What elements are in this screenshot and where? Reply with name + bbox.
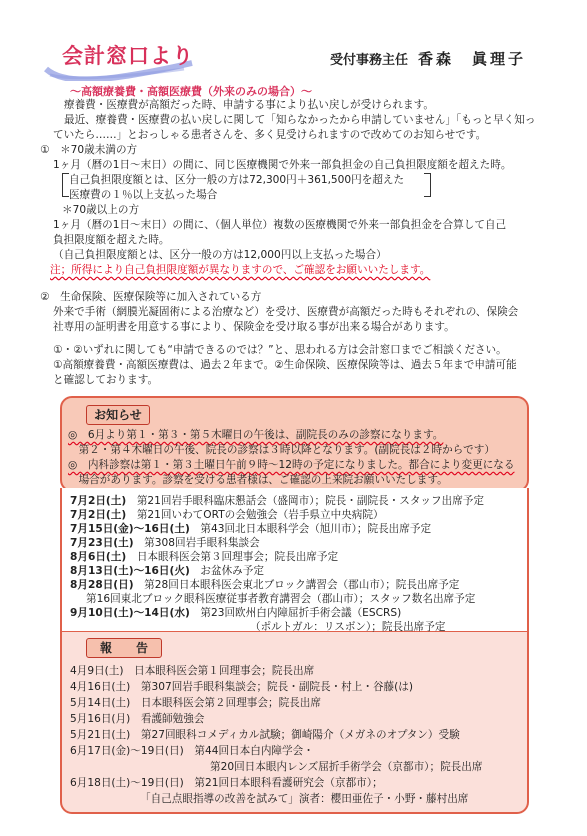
- report-item: 第20回日本眼内レンズ屈折手術学会（京都市）；院長出席: [210, 761, 483, 773]
- section1-text: （自己負担限度額とは、区分一般の方は12,000円以上支払った場合）: [53, 249, 387, 261]
- author-block: [330, 48, 526, 69]
- notice-label: お知らせ: [86, 405, 150, 425]
- section1-text: 1ヶ月（暦の1日～末日）の間に、同じ医療機関で外来一部負担金の自己負担限度額を超えた時。: [53, 159, 512, 171]
- right-bracket: [424, 173, 431, 197]
- schedule-item: （ポルトガル：リスボン）；院長出席予定: [250, 621, 446, 633]
- report-item: 4月9日(土) 日本眼科医会第１回理事会；院長出席: [70, 665, 315, 677]
- income-note: 注；所得により自己負担限度額が異なりますので、ご確認をお願いいたします。: [50, 264, 431, 276]
- schedule-item: 9月10日(土)～14日(水) 第23回欧州白内障屈折手術会議（ESCRS): [70, 607, 402, 619]
- section2-text: 社専用の証明書を用意する事により、保険金を受け取る事が出来る場合があります。: [53, 321, 455, 333]
- report-item: 5月21日(土) 第27回眼科コメディカル試験；御崎陽介（メガネのオプタン）受験: [70, 729, 460, 741]
- section1-heading: ① ＊70歳未満の方: [40, 144, 138, 156]
- bracket-text: 医療費の１％以上支払った場合: [69, 189, 218, 201]
- schedule-item: 8月13日(土)～16日(火) お盆休み予定: [70, 565, 264, 577]
- report-item: 5月16日(月) 看護師勉強会: [70, 713, 205, 725]
- notice-item: ◎ 6月より第１・第３・第５木曜日の午後は、副院長のみの診察になります。: [68, 429, 444, 441]
- section1-text: 負担限度額を超えた時。: [53, 234, 170, 246]
- page-title: 会計窓口より: [62, 44, 194, 68]
- bracket-text: 自己負担限度額とは、区分一般の方は72,300円＋361,500円を超えた: [69, 174, 405, 186]
- over70-heading: ＊70歳以上の方: [62, 204, 140, 216]
- schedule-item: 8月6日(土) 日本眼科医会第３回理事会；院長出席予定: [70, 551, 339, 563]
- closing-text: ①・②いずれに関しても“申請できるのでは？”と、思われる方は会計窓口までご相談ください。: [53, 344, 507, 356]
- section-subheading: ～高額療養費・高額医療費（外来のみの場合）～: [70, 85, 312, 98]
- section2-text: 外来で手術（網膜光凝固術による治療など）を受け、医療費が高額だった時もそれぞれの、保険会: [53, 306, 519, 318]
- notice-item: ◎ 内科診察は第１・第３土曜日午前９時～12時の予定になりました。都合により変更になる: [68, 459, 515, 471]
- author-name: 香森 眞理子: [418, 50, 527, 68]
- report-item: 6月18日(土)～19日(日) 第21回日本眼科看護研究会（京都市）；: [70, 777, 383, 789]
- author-role: 受付事務主任: [330, 53, 409, 68]
- notice-item: 第２・第４木曜日の午後、院長の診察は３時以降となります。(副院長は２時からです）: [68, 444, 495, 456]
- intro-line: 最近、療養費・医療費の払い戻しに関して「知らなかったから申請していません」「もっと早く知っ: [64, 114, 536, 126]
- section2-heading: ② 生命保険、医療保険等に加入されている方: [40, 291, 262, 303]
- report-item: 5月14日(土) 日本眼科医会第２回理事会；院長出席: [70, 697, 321, 709]
- schedule-item: 8月28日(日) 第28回日本眼科医会東北ブロック講習会（郡山市）；院長出席予定: [70, 579, 460, 591]
- schedule-item: 7月23日(土) 第308回岩手眼科集談会: [70, 537, 260, 549]
- report-item: 6月17日(金)～19日(日) 第44回日本白内障学会・: [70, 745, 314, 757]
- intro-line: ていたら……」とおっしゃる患者さんを、多く見受けられますので改めてのお知らせです。: [53, 129, 487, 141]
- intro-line: 療養費・医療費が高額だった時、申請する事により払い戻しが受けられます。: [64, 99, 434, 111]
- schedule-item: 7月2日(土) 第21回岩手眼科臨床懇話会（盛岡市）；院長・副院長・スタッフ出席予定: [70, 495, 484, 507]
- left-bracket: [62, 173, 69, 197]
- schedule-item: 第16回東北ブロック眼科医療従事者教育講習会（郡山市）；スタッフ数名出席予定: [86, 593, 476, 605]
- schedule-item: 7月15日(金)～16日(土) 第43回北日本眼科学会（旭川市）；院長出席予定: [70, 523, 432, 535]
- report-item: 「自己点眼指導の改善を試みて」演者：櫻田亜佐子・小野・藤村出席: [140, 793, 469, 805]
- schedule-item: 7月2日(土) 第21回いわてORTの会勉強会（岩手県立中央病院）: [70, 509, 384, 521]
- closing-text: と確認しております。: [53, 374, 159, 386]
- report-item: 4月16日(土) 第307回岩手眼科集談会；院長・副院長・村上・谷藤(は): [70, 681, 414, 693]
- section1-text: 1ヶ月（暦の1日～末日）の間に、（個人単位）複数の医療機関で外来一部負担金を合算して自己: [53, 219, 507, 231]
- notice-item: 場合があります。診察を受ける患者様は、ご確認の上来院お願いいたします。: [68, 474, 448, 486]
- report-label: 報 告: [86, 638, 162, 658]
- closing-text: ①高額療養費・高額医療費は、過去２年まで。②生命保険、医療保険等は、過去５年まで申請可能: [53, 359, 517, 371]
